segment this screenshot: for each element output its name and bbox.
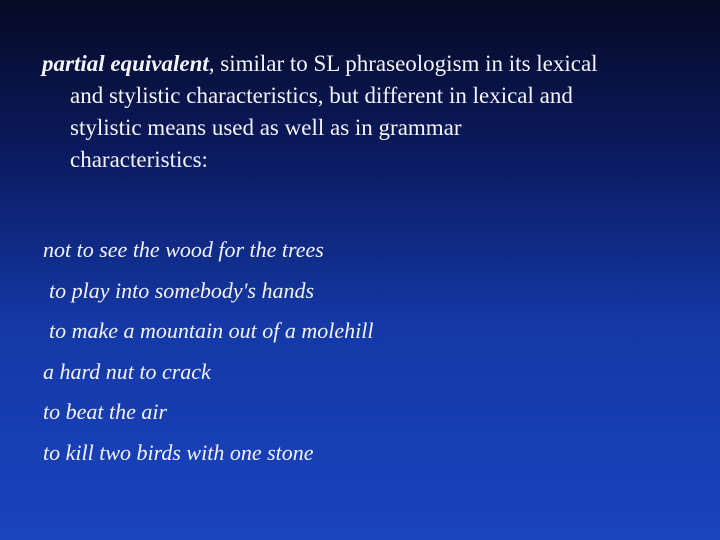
example-item: to make a mountain out of a molehill [49, 318, 374, 343]
example-item: a hard nut to crack [43, 358, 211, 384]
term-label: partial equivalent [42, 51, 209, 76]
examples-list [43, 230, 663, 473]
definition-line-1: , similar to SL phraseologism in its lexical [208, 51, 598, 76]
example-item: not to see the wood for the trees [43, 237, 324, 262]
example-item: to play into somebody's hands [49, 277, 315, 303]
definition-line-4: characteristics: [70, 147, 208, 172]
definition-line-2: and stylistic characteristics, but different in lexical and [70, 83, 573, 108]
example-item: to beat the air [43, 399, 168, 424]
definition-line-3: stylistic means used as well as in grammar [70, 115, 462, 140]
definition-paragraph [42, 48, 682, 176]
example-item: to kill two birds with one stone [43, 439, 314, 465]
